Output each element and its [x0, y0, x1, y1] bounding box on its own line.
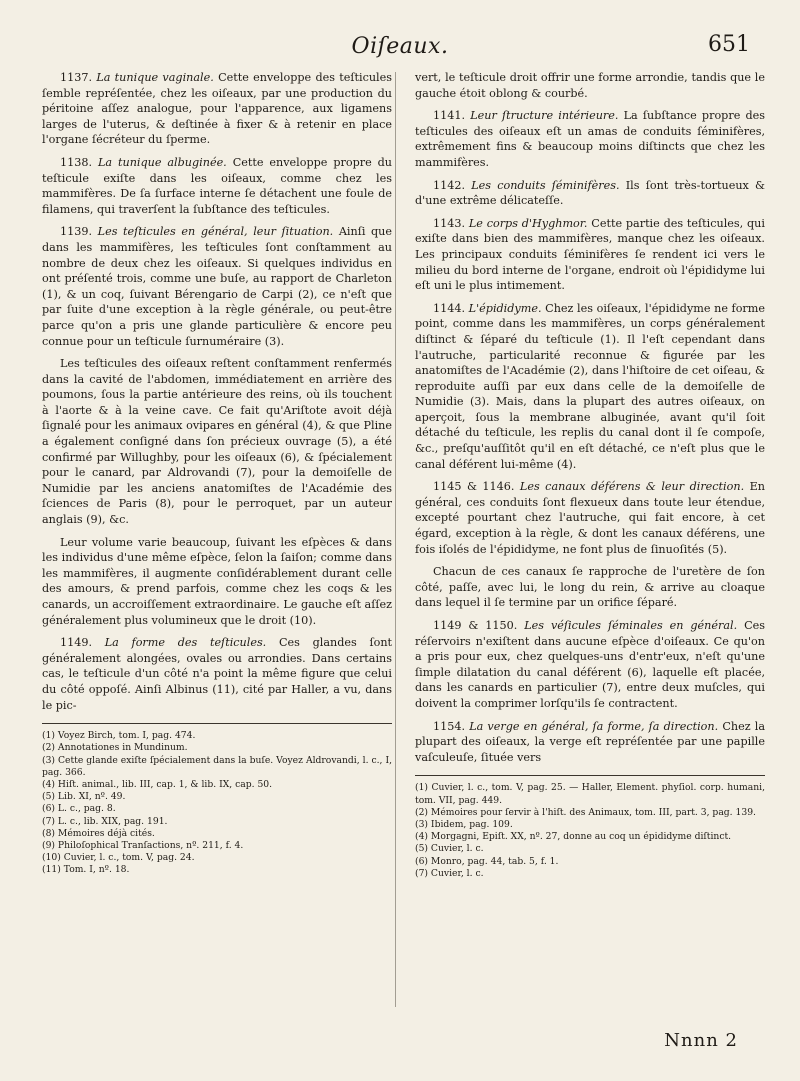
footnote: (2) Mémoires pour ſervir à l'hiſt. des Animaux, tom. III, part. 3, pag. 139. — [415, 806, 756, 818]
paragraph-heading: La forme des teſticules. — [104, 636, 267, 650]
footnote: (11) Tom. I, nº. 18. — [42, 864, 130, 876]
paragraph-text: La ſubſtance propre des teſticules des oiſeaux eſt un amas de conduits ſéminifères, extrêmement fins & beaucoup moins diſtincts que chez les mammifères. — [415, 109, 765, 169]
article-number: 1154. — [433, 719, 466, 733]
paragraph-text: Ils ſont très-tortueux & d'une extrême délicateſſe. — [415, 178, 766, 208]
paragraph-text: Chacun de ces canaux ſe rapproche de l'uretère de ſon côté, paſſe, avec lui, le long du rein, & arrive au cloaque dans lequel il ſe termine par un orifice ſéparé. — [415, 565, 765, 610]
catchword: Nnnn 2 — [664, 1030, 738, 1051]
footnote: (5) Lib. XI, nº. 49. — [42, 791, 126, 803]
paragraph-text: Ainſi que dans les mammifères, les teſticules ſont conſtamment au nombre de deux chez les oiſeaux. Si quelques individus en ont préſenté trois, comme une buſe, au rapport de Charleton (1), & un coq, ſuivant Bérengario de Carpi (2), ce n'eſt que par ſuite d'une exception à la règle générale, ou peut-être parce qu'on a pris une glande particulière & encore peu connue pour un teſticule ſurnuméraire (3). — [42, 225, 393, 348]
article-number: 1139. — [60, 225, 93, 239]
running-title: Oiſeaux. — [351, 34, 449, 59]
footnote: (6) Monro, pag. 44, tab. 5, f. 1. — [415, 855, 559, 867]
article-number: 1144. — [433, 301, 466, 315]
article-number: 1143. — [433, 216, 466, 230]
footnote-rule — [415, 775, 765, 776]
footnote: (2) Annotationes in Mundinum. — [42, 742, 188, 754]
paragraph — [415, 618, 765, 712]
paragraph — [415, 479, 765, 557]
paragraph — [415, 178, 765, 209]
paragraph-heading: La tunique albuginée. — [97, 155, 227, 169]
right-paragraphs — [415, 70, 765, 765]
paragraph-heading: L'épididyme. — [468, 301, 542, 315]
paragraph — [415, 216, 765, 294]
paragraph-text: Cette enveloppe des teſticules ſemble repréſentée, chez les oiſeaux, par une production du péritoine aſſez analogue, pour l'apparence, aux ligamens larges de l'uterus, & deſtinée à fixer & à retenir en place l'organe ſécréteur du ſperme. — [42, 71, 392, 147]
paragraph — [415, 108, 765, 170]
paragraph-heading: Le corps d'Hyghmor. — [468, 216, 588, 230]
column-divider — [395, 72, 396, 1007]
footnote: (4) Hiſt. animal., lib. III, cap. 1, & lib. IX, cap. 50. — [42, 778, 273, 790]
paragraph-text: Les teſticules des oiſeaux reſtent conſtamment renfermés dans la cavité de l'abdomen, immédiatement en arrière des poumons, ſous la partie antérieure des reins, où ils touchent à l'aorte & à la veine cave. Ce fait qu'Ariſtote avoit déjà ſignalé pour les animaux ovipares en général (4), & que Pline a également conſigné dans ſon précieux ouvrage (5), a été confirmé par Willughby, pour les oiſeaux (6), & ſpécialement pour le canard, par Aldrovandi (7), pour la demoiſelle de Numidie par les anciens anatomiſtes de l'Académie des ſciences de Paris (8), pour le perroquet, par un auteur anglais (9), &c. — [42, 357, 392, 527]
paragraph-text: Cette partie des teſticules, qui exiſte dans bien des mammifères, manque chez les oiſeaux. Les principaux conduits ſéminifères ſe rendent ici vers le milieu du bord interne de l'organe, endroit où l'épididyme lui eſt uni le plus intimement. — [415, 216, 765, 293]
right-footnotes — [415, 782, 765, 880]
paragraph — [42, 70, 392, 148]
footnote: (3) Ibidem, pag. 109. — [415, 818, 513, 830]
article-number: 1149 & 1150. — [433, 619, 518, 632]
paragraph — [415, 564, 765, 611]
paragraph — [42, 635, 392, 713]
footnote: (5) Cuvier, l. c. — [415, 843, 484, 855]
paragraph — [415, 301, 765, 473]
page-header — [40, 30, 760, 70]
paragraph — [42, 155, 392, 217]
paragraph-heading: Les canaux déférens & leur direction. — [519, 480, 745, 494]
paragraph-text: Ces réſervoirs n'exiſtent dans aucune eſpèce d'oiſeaux. Ce qu'on a pris pour eux, chez quelques-uns d'entr'eux, n'eſt qu'une ſimple dilatation du canal déférent (6), laquelle eſt placée, dans les canards en particulier (7), entre deux muſcles, qui doivent la comprimer lorſqu'ils ſe contractent. — [415, 619, 765, 710]
footnote: (1) Voyez Birch, tom. I, pag. 474. — [42, 730, 196, 742]
paragraph-heading: Leur ſtructure intérieure. — [470, 109, 619, 123]
paragraph-heading: Les teſticules en général, leur ſituation. — [97, 225, 334, 239]
footnote: (4) Morgagni, Epiſt. XX, nº. 27, donne au coq un épididyme diſtinct. — [415, 831, 732, 843]
footnote: (6) L. c., pag. 8. — [42, 803, 116, 815]
page-number: 651 — [708, 32, 750, 57]
footnote: (10) Cuvier, l. c., tom. V, pag. 24. — [42, 852, 195, 864]
footnote: (1) Cuvier, l. c., tom. V, pag. 25. — Haller, Element. phyſiol. corp. humani, tom. VII, pag. 449. — [415, 782, 765, 806]
left-paragraphs — [42, 70, 392, 713]
footnote: (7) L. c., lib. XIX, pag. 191. — [42, 815, 168, 827]
right-column — [415, 70, 765, 880]
left-column — [42, 70, 392, 877]
footnote-rule — [42, 723, 392, 724]
paragraph-heading: La verge en général, ſa forme, ſa direction. — [469, 719, 719, 733]
paragraph-heading: Les véſicules ſéminales en général. — [524, 619, 738, 632]
paragraph-text: Chez la plupart des oiſeaux, la verge eſt repréſentée par une papille vaſculeuſe, ſituée vers — [415, 719, 766, 764]
paragraph — [42, 356, 392, 528]
article-number: 1142. — [433, 178, 466, 192]
article-number: 1145 & 1146. — [433, 480, 515, 494]
paragraph — [415, 70, 765, 101]
paragraph-text: En général, ces conduits ſont flexueux dans toute leur étendue, excepté pourtant chez l'autruche, qui fait encore, à cet égard, exception à la règle, & dont les canaux déférens, une fois iſolés de l'épididyme, ne font plus de ſinuoſités (5). — [415, 480, 765, 556]
paragraph-text: Leur volume varie beaucoup, ſuivant les eſpèces & dans les individus d'une même eſpèce, ſelon la ſaiſon; comme dans les mammifères, il augmente conſidérablement durant celle des amours, & prend parfois, comme chez les coqs & les canards, un accroiſſement extraordinaire. Le gauche eſt aſſez généralement plus volumineux que le droit (10). — [42, 535, 392, 627]
article-number: 1138. — [60, 155, 93, 169]
footnote: (3) Cette glande exiſte ſpécialement dans la buſe. Voyez Aldrovandi, l. c., I, pag. 366. — [42, 754, 392, 778]
paragraph — [415, 719, 765, 766]
paragraph-text: Cette enveloppe propre du teſticule exiſte dans les oiſeaux, comme chez les mammifères. De ſa ſurface interne ſe détachent une foule de filamens, qui traverſent la ſubſtance des teſticules. — [42, 155, 393, 216]
paragraph-heading: La tunique vaginale. — [96, 71, 214, 84]
paragraph-text: Chez les oiſeaux, l'épididyme ne forme point, comme dans les mammifères, un corps généralement diſtinct & ſéparé du teſticule (1). Il l'eſt cependant dans l'autruche, particularité reconnue & figurée par les anatomiſtes de l'Académie (2), dans l'hiſtoire de cet oiſeau, & reproduite auſſi par eux dans celle de la demoiſelle de Numidie (3). Mais, dans la plupart des autres oiſeaux, on aperçoit, ſous la membrane albuginée, avant qu'il ſoit détaché du teſticule, les replis du canal dont il ſe compoſe, &c., preſqu'auſſitôt qu'il en eſt détaché, ce n'eſt plus que le canal déférent lui-même (4). — [415, 301, 766, 471]
paragraph-heading: Les conduits ſéminifères. — [471, 178, 620, 192]
article-number: 1149. — [60, 636, 93, 650]
article-number: 1141. — [433, 109, 466, 123]
left-footnotes — [42, 730, 392, 876]
footnote: (9) Philoſophical Tranſactions, nº. 211, f. 4. — [42, 839, 244, 851]
paragraph — [42, 535, 392, 629]
footnote: (7) Cuvier, l. c. — [415, 867, 484, 879]
paragraph-text: vert, le teſticule droit offrir une forme arrondie, tandis que le gauche étoit oblong & courbé. — [415, 71, 765, 100]
paragraph-text: Ces glandes ſont généralement alongées, ovales ou arrondies. Dans certains cas, le teſticule d'un côté n'a point la même figure que celui du côté oppoſé. Ainſi Albinus (11), cité par Haller, a vu, dans le pic- — [42, 636, 393, 712]
article-number: 1137. — [60, 71, 93, 84]
footnote: (8) Mémoires déjà cités. — [42, 827, 155, 839]
paragraph — [42, 224, 392, 349]
